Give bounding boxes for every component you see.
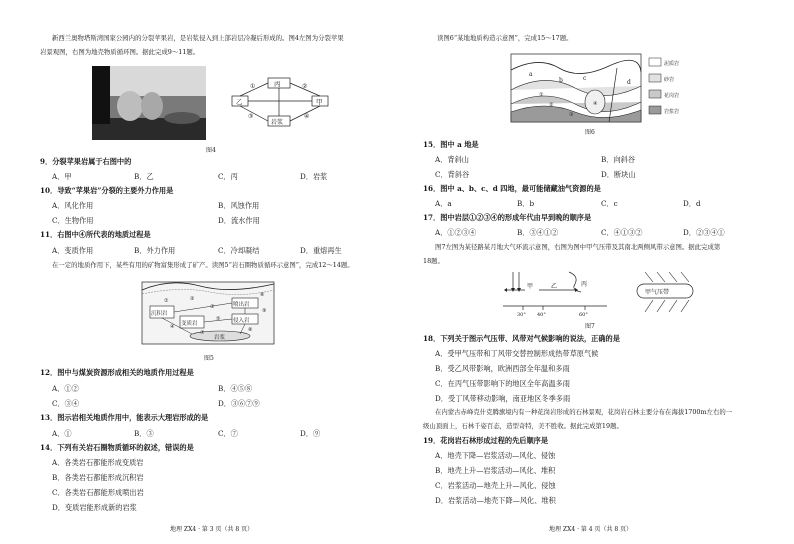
- rock-cycle-diagram: [228, 74, 332, 134]
- q14-option-a[interactable]: A．各类岩石都能形成变质岩: [52, 458, 144, 467]
- fig5-label-extrusive: 喷出岩: [233, 302, 250, 308]
- q19-stem: 19．花岗岩石林形成过程的先后顺序是: [423, 436, 549, 445]
- fig6-legend-1: 泥质岩: [664, 61, 680, 67]
- fig5-label-intrusive: 侵入岩: [233, 318, 250, 324]
- fig6-caption: 图6: [585, 129, 595, 136]
- intro-18-line2: 18题。: [423, 257, 444, 265]
- fig7-label-belt: 甲气压带: [645, 289, 670, 296]
- fig6-legend-2: 砂岩: [664, 77, 675, 83]
- fig5-label-metamorphic: 变质岩: [181, 321, 198, 327]
- q16-stem: 16．图中 a、b、c、d 四地，最可能储藏油气资源的是: [423, 184, 601, 193]
- q17-option-c[interactable]: C．④①③②: [601, 228, 643, 237]
- q17-option-a[interactable]: A．①②③④: [435, 228, 477, 237]
- q18-option-c[interactable]: C．在丙气压带影响下的地区全年高温多雨: [435, 379, 570, 388]
- q17-option-b[interactable]: B．③④①②: [517, 228, 559, 237]
- fig5-label-3: ③: [210, 304, 215, 310]
- q10-option-a[interactable]: A．风化作用: [52, 201, 94, 210]
- fig7-label-bing: 丙: [581, 281, 588, 288]
- q15-option-b[interactable]: B．向斜谷: [601, 155, 636, 164]
- cycle-label-yi: 乙: [236, 98, 243, 106]
- cycle-label-jia: 甲: [316, 98, 323, 106]
- q10-stem: 10．导致“苹果岩”分裂的主要外力作用是: [40, 186, 174, 195]
- q15-option-a[interactable]: A．背斜山: [435, 155, 469, 164]
- intro-18-line1: 图7左图为某径路某月地大气环流示意图，右图为图中甲气压带及其南北两侧风带示意图。据此完成第: [435, 243, 721, 251]
- q10-option-d[interactable]: D．流水作用: [218, 216, 260, 225]
- q11-option-b[interactable]: B．外力作用: [134, 246, 176, 255]
- q9-option-b[interactable]: B．乙: [134, 172, 154, 181]
- fig5-label-magma: 岩浆: [214, 335, 226, 341]
- intro-9-11-line1: 新西兰奥物塔斯湾国家公园内的分裂苹果岩，是岩浆侵入到上部岩层冷凝后形成的。图4左图为分裂苹果: [52, 34, 344, 42]
- fig7-lat-40: 40°: [537, 312, 546, 318]
- page-footer-right: 地理 ZX4 · 第 4 页（共 8 页）: [549, 526, 633, 533]
- fig7-label-jia: 甲: [527, 283, 534, 290]
- q12-option-b[interactable]: B．④⑤⑧: [218, 384, 253, 393]
- intro-19-line2: 级山顶面上，石林千姿百态，造型奇特，美不胜收。据此完成第19题。: [423, 422, 623, 430]
- q18-option-a[interactable]: A．受甲气压带和丁风带交替控制形成热带草原气候: [435, 349, 599, 358]
- q13-option-c[interactable]: C．⑦: [218, 429, 238, 438]
- q12-option-a[interactable]: A．①②: [52, 384, 79, 393]
- q16-option-a[interactable]: A．a: [435, 199, 452, 208]
- q9-option-a[interactable]: A．甲: [52, 172, 72, 181]
- q12-option-c[interactable]: C．③④: [52, 399, 80, 408]
- q18-stem: 18．下列关于图示气压带、风带对气候影响的说法，正确的是: [423, 334, 620, 343]
- fig6-label-a: a: [529, 71, 533, 78]
- cycle-label-4: ④: [304, 113, 310, 120]
- q16-option-c[interactable]: C．c: [601, 199, 618, 208]
- fig7-atmospheric-circulation: [499, 268, 611, 318]
- q13-option-b[interactable]: B．③: [134, 429, 154, 438]
- fig4-caption: 图4: [206, 147, 216, 154]
- cycle-label-1: ①: [250, 83, 256, 90]
- fig5-label-sedimentary: 沉积岩: [151, 311, 168, 317]
- q9-option-c[interactable]: C．丙: [218, 172, 238, 181]
- fig6-label-3: ③: [569, 112, 574, 118]
- fig6-legend-3: 花岗岩: [664, 93, 680, 99]
- q13-option-d[interactable]: D．⑨: [300, 429, 321, 438]
- intro-15-17: 读图6“某地地质构造示意图”，完成15～17题。: [437, 34, 573, 42]
- fig7-label-yi: 乙: [551, 283, 558, 290]
- q14-option-c[interactable]: C．各类岩石都能形成喷出岩: [52, 488, 144, 497]
- q10-option-c[interactable]: C．生物作用: [52, 216, 94, 225]
- fig5-label-4: ④: [170, 324, 175, 330]
- q15-stem: 15．图中 a 地是: [423, 140, 479, 149]
- q11-option-a[interactable]: A．变质作用: [52, 246, 94, 255]
- fig6-label-1: ①: [539, 92, 544, 98]
- fig5-label-7: ⑦: [200, 330, 205, 336]
- q19-option-a[interactable]: A．地壳下降—岩浆活动—风化、侵蚀: [435, 451, 556, 460]
- q11-option-d[interactable]: D．重熔再生: [300, 246, 342, 255]
- q10-option-b[interactable]: B．风蚀作用: [218, 201, 260, 210]
- q18-option-b[interactable]: B．受乙风带影响，欧洲西部全年温和多雨: [435, 364, 570, 373]
- q9-stem: 9．分裂苹果岩属于右图中的: [40, 157, 132, 166]
- fig6-label-4: ④: [593, 101, 598, 107]
- q17-stem: 17．图中岩层①②③④的形成年代由早到晚的顺序是: [423, 213, 592, 222]
- right-page: [397, 0, 794, 544]
- fig6-label-b: b: [559, 77, 563, 84]
- fig5-rock-cycle-cross-section: [140, 276, 276, 346]
- q14-option-b[interactable]: B．各类岩石都能形成沉积岩: [52, 473, 144, 482]
- q18-option-d[interactable]: D．受丁风带移动影响，南亚地区冬季多雨: [435, 394, 571, 403]
- cycle-label-magma: 岩浆: [271, 119, 284, 126]
- split-apple-rock-photo: [92, 66, 206, 140]
- cycle-label-bing: 丙: [274, 80, 281, 88]
- q19-option-d[interactable]: D．岩浆活动—地壳下降—风化、堆积: [435, 496, 556, 505]
- fig5-label-8: ⑧: [248, 327, 253, 333]
- fig6-legend-4: 岩浆岩: [664, 109, 680, 115]
- fig6-label-2: ②: [549, 102, 554, 108]
- q9-option-d[interactable]: D．岩浆: [300, 172, 328, 181]
- fig5-label-2: ②: [190, 296, 195, 302]
- fig7-pressure-belt: [629, 270, 703, 316]
- q16-option-b[interactable]: B．b: [517, 199, 535, 208]
- fig6-geologic-structure: [509, 50, 693, 124]
- fig6-label-d: d: [627, 79, 631, 86]
- q16-option-d[interactable]: D．d: [683, 199, 701, 208]
- q15-option-d[interactable]: D．断块山: [601, 170, 636, 179]
- fig5-caption: 图5: [204, 355, 214, 362]
- intro-12-14: 在一定的地质作用下，某些有用的矿物富集形成了矿产。读图5“岩石圈物质循环示意图”，完成12～14题。: [52, 261, 354, 269]
- q14-stem: 14．下列有关岩石圈物质循环的叙述，错误的是: [40, 443, 194, 452]
- q13-option-a[interactable]: A．①: [52, 429, 72, 438]
- q14-option-d[interactable]: D．变质岩能形成新的岩浆: [52, 503, 137, 512]
- cycle-label-2: ②: [302, 83, 308, 90]
- intro-19-line1: 在内蒙古赤峰克什克腾旗境内有一种花岗岩形成的石林景观，花岗岩石林主要分布在海拔1700m左右的一: [435, 408, 733, 416]
- fig7-lat-60: 60°: [579, 312, 588, 318]
- q11-stem: 11．右图中④所代表的地质过程是: [40, 230, 151, 239]
- fig5-label-5: ⑤: [216, 316, 221, 322]
- page-footer-left: 地理 ZX4 · 第 3 页（共 8 页）: [170, 526, 254, 533]
- fig5-label-9: ⑨: [262, 308, 267, 314]
- q17-option-d[interactable]: D．②③④①: [683, 228, 725, 237]
- fig5-label-6: ⑥: [260, 292, 265, 298]
- fig6-label-c: c: [583, 75, 587, 82]
- q12-option-d[interactable]: D．③⑥⑦⑨: [218, 399, 260, 408]
- cycle-label-3: ③: [248, 113, 254, 120]
- q19-option-b[interactable]: B．地壳上升—岩浆活动—风化、堆积: [435, 466, 556, 475]
- q11-option-c[interactable]: C．冷却凝结: [218, 246, 260, 255]
- q12-stem: 12．图中与煤炭资源形成相关的地质作用过程是: [40, 368, 194, 377]
- fig5-label-1: ①: [164, 298, 169, 304]
- q13-stem: 13．图示岩相关地质作用中，能表示大理岩形成的是: [40, 413, 209, 422]
- fig7-caption: 图7: [585, 323, 595, 330]
- intro-9-11-line2: 岩景观图，右图为地壳物质循环图。据此完成9～11题。: [40, 48, 200, 56]
- fig7-lat-30: 30°: [517, 312, 526, 318]
- q15-option-c[interactable]: C．背斜谷: [435, 170, 470, 179]
- q19-option-c[interactable]: C．岩浆活动—地壳上升—风化、侵蚀: [435, 481, 556, 490]
